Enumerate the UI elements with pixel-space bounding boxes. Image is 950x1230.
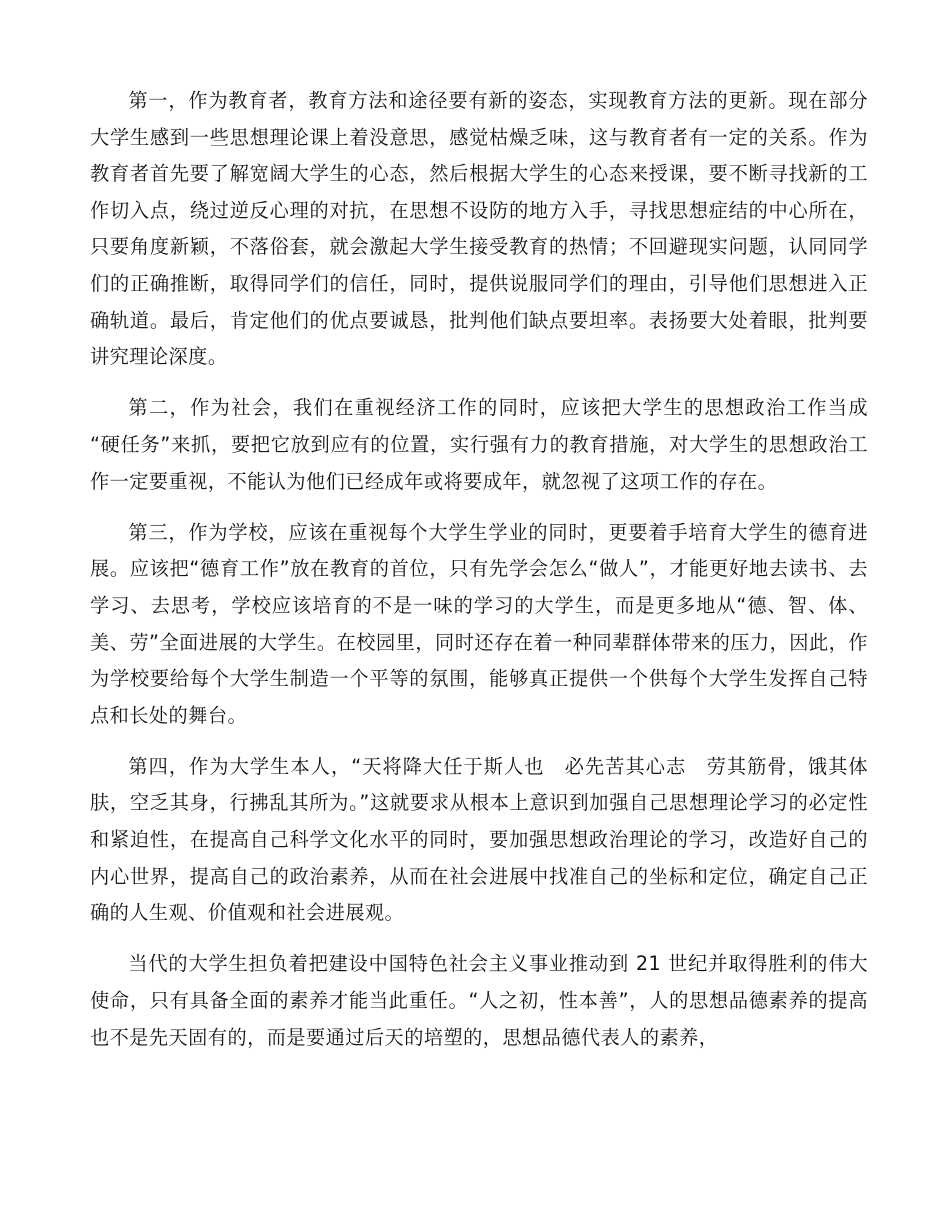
paragraph-2: 第二，作为社会，我们在重视经济工作的同时，应该把大学生的思想政治工作当成 “硬任务”来抓，要把它放到应有的位置，实行强有力的教育措施，对大学生的思想政治工作一定要重视，不能认为他们已经成年或将要成年，就忽视了这项工作的存在。 [90,396,868,493]
paragraph-3: 第三，作为学校，应该在重视每个大学生学业的同时，更要着手培育大学生的德育进展。应该把“德育工作”放在教育的首位，只有先学会怎么“做人”，才能更好地去读书、去学习、去思考，学校应该培育的不是一味的学习的大学生，而是更多地从“德、智、体、美、劳”全面进展的大学生。在校园里，同时还存在着一种同辈群体带来的压力，因此，作为学校要给每个大学生制造一个平等的氛围，能够真正提供一个供每个大学生发挥自己特点和长处的舞台。 [90,520,868,727]
paragraph-1: 第一，作为教育者，教育方法和途径要有新的姿态，实现教育方法的更新。现在部分大学生感到一些思想理论课上着没意思，感觉枯燥乏味，这与教育者有一定的关系。作为教育者首先要了解宽阔大学生的心态，然后根据大学生的心态来授课，要不断寻找新的工作切入点，绕过逆反心理的对抗，在思想不设防的地方入手，寻找思想症结的中心所在，只要角度新颖，不落俗套，就会激起大学生接受教育的热情；不回避现实问题，认同同学们的正确推断，取得同学们的信任，同时，提供说服同学们的理由，引导他们思想进入正确轨道。最后，肯定他们的优点要诚恳，批判他们缺点要坦率。表扬要大处着眼，批判要讲究理论深度。 [90,89,868,369]
document-body [90,83,868,1056]
paragraph-4: 第四，作为大学生本人，“天将降大任于斯人也 必先苦其心志 劳其筋骨，饿其体肤，空乏其身，行拂乱其所为。”这就要求从根本上意识到加强自己思想理论学习的必定性和紧迫性，在提高自己科学文化水平的同时，要加强思想政治理论的学习，改造好自己的内心世界，提高自己的政治素养，从而在社会进展中找准自己的坐标和定位，确定自己正确的人生观、价值观和社会进展观。 [90,754,868,925]
paragraph-5: 当代的大学生担负着把建设中国特色社会主义事业推动到 21 世纪并取得胜利的伟大使命，只有具备全面的素养才能当此重任。“人之初，性本善”，人的思想品德素养的提高也不是先天固有的，而是要通过后天的培塑的，思想品德代表人的素养， [90,952,868,1049]
